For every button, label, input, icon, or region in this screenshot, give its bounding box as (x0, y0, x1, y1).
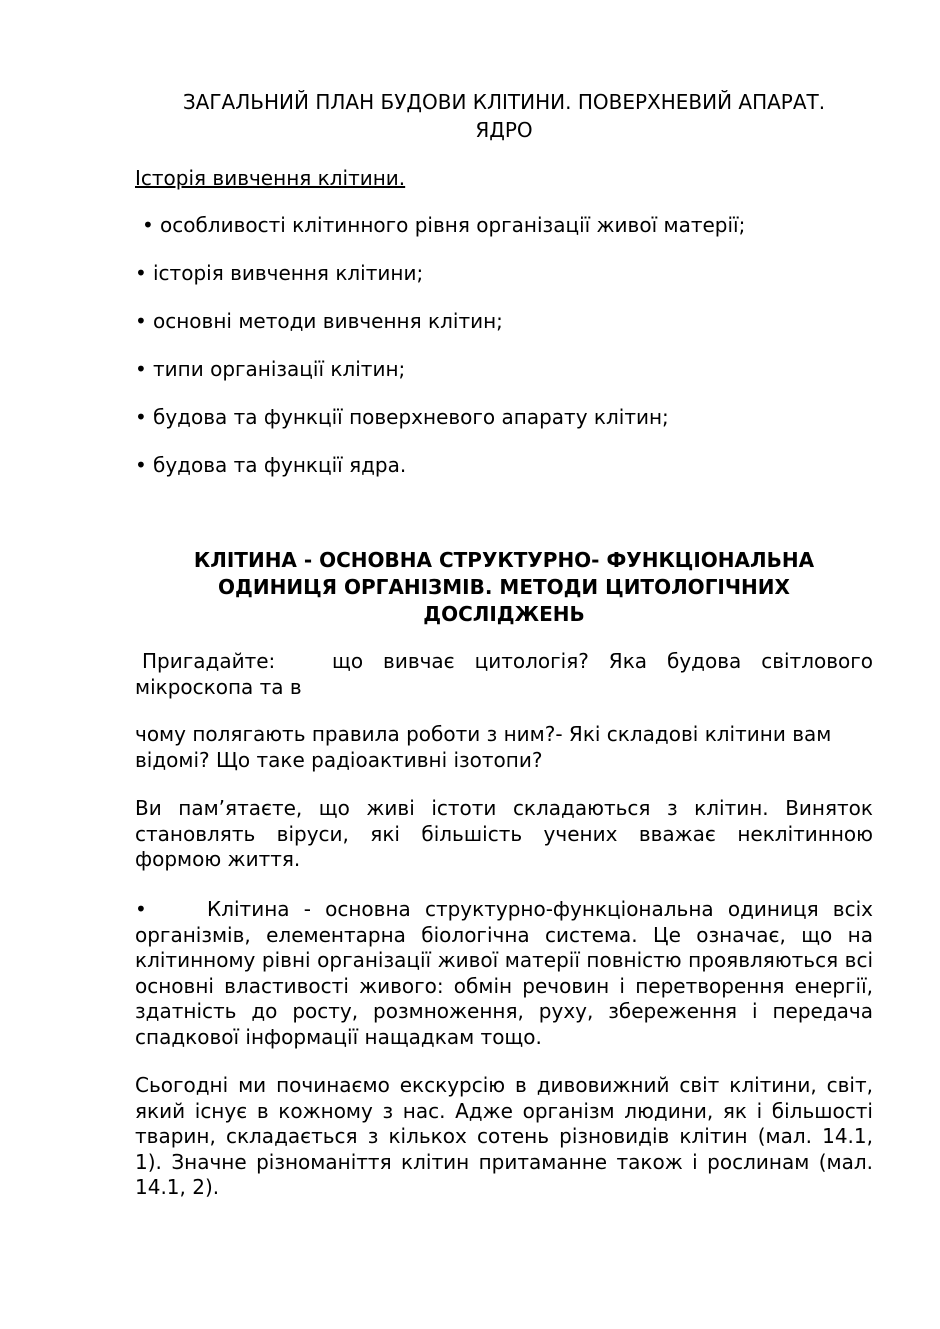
today-paragraph: Сьогодні ми починаємо екскурсію в дивовижний світ клітини, світ, який існує в кожному з нас. Адже організм людини, як і більшості тварин, складається з кількох сотень різновидів клітин (мал. 14.1, 1). Значне різноманіття клітин притаманне також і рослинам (мал. 14.1, 2). (135, 1073, 873, 1199)
bullet-dot: • (135, 405, 147, 429)
title-line-2: ЯДРО (475, 118, 533, 142)
recall-continuation: чому полягають правила роботи з ним?- Які складові клітини вам відомі? Що таке радіоактивні ізотопи? (135, 722, 832, 772)
cell-definition-text: Клітина - основна структурно-функціональна одиниця всіх організмів, елементарна біологічна система. Це означає, що на клітинному рівні організації живої матерії повністю проявляються всі основні властивості живого: обмін речовин і перетворення енергії, здатність до росту, розмноження, руху, збереження і передача спадкової інформації нащадкам тощо. (135, 897, 873, 1049)
bullet-dot: • (135, 453, 147, 477)
list-item: • особливості клітинного рівня організації живої матерії; (142, 213, 746, 237)
section-heading (135, 547, 873, 628)
bullet-dot: • (135, 261, 147, 285)
section-heading-line-1: КЛІТИНА - ОСНОВНА СТРУКТУРНО- ФУНКЦІОНАЛЬНА (193, 548, 815, 572)
list-item: • будова та функції ядра. (135, 453, 407, 477)
list-item: • основні методи вивчення клітин; (135, 309, 503, 333)
recall-label: Пригадайте: (142, 649, 276, 673)
list-item: • будова та функції поверхневого апарату клітин; (135, 405, 669, 429)
bullet-dot: • (135, 357, 147, 381)
recall-paragraph (135, 649, 873, 700)
bullet-dot: • (135, 897, 147, 921)
cell-definition-paragraph (135, 897, 873, 1050)
document-title (135, 88, 873, 144)
title-line-1: ЗАГАЛЬНИЙ ПЛАН БУДОВИ КЛІТИНИ. ПОВЕРХНЕВИЙ АПАРАТ. (182, 90, 826, 114)
bullet-dot: • (142, 213, 154, 237)
list-item: • історія вивчення клітини; (135, 261, 424, 285)
section-heading-line-2: ОДИНИЦЯ ОРГАНІЗМІВ. МЕТОДИ ЦИТОЛОГІЧНИХ (218, 575, 790, 599)
bullet-dot: • (135, 309, 147, 333)
viruses-paragraph: Ви пам’ятаєте, що живі істоти складаються з клітин. Виняток становлять віруси, які більшість учених вважає неклітинною формою життя. (135, 796, 873, 871)
recall-text: що вивчає цитологія? Яка будова світлового мікроскопа та в (135, 649, 873, 699)
subtitle: Історія вивчення клітини. (135, 166, 406, 190)
section-heading-line-3: ДОСЛІДЖЕНЬ (423, 602, 585, 626)
list-item: • типи організації клітин; (135, 357, 406, 381)
